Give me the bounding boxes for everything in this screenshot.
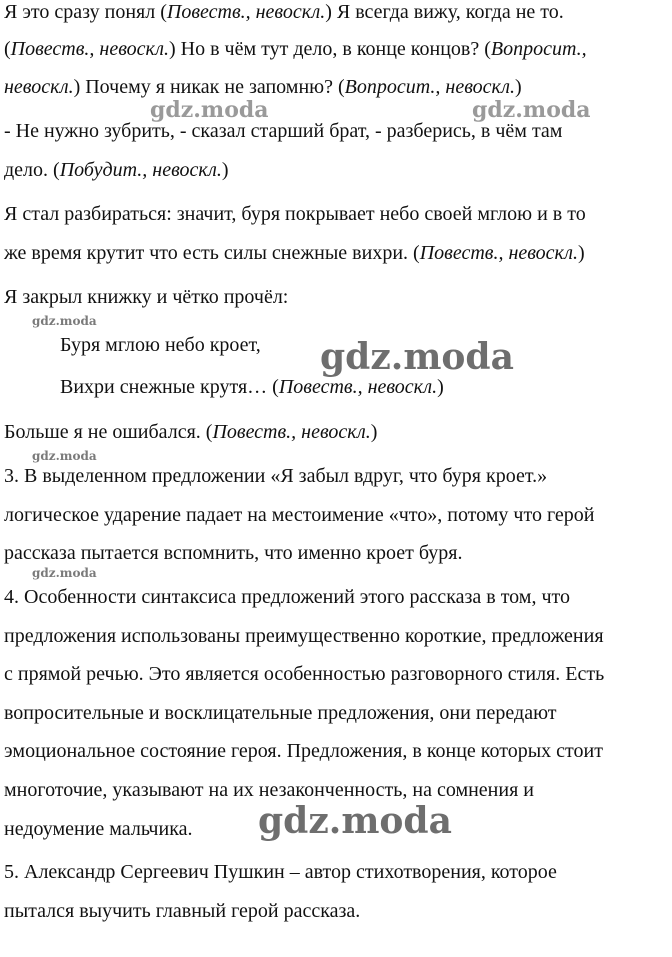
watermark: gdz.moda xyxy=(258,800,452,842)
text-segment: 4. Особенности синтаксиса предложений этого рассказа в том, что xyxy=(4,586,570,608)
text-line-5 xyxy=(4,158,229,182)
text-segment: - Не нужно зубрить, - сказал старший брат, - разберись, в чём там xyxy=(4,120,563,142)
text-segment: ( xyxy=(4,38,11,60)
text-segment: ) Но в чём тут дело, в конце концов? ( xyxy=(168,38,491,60)
text-segment: ) Я всегда вижу, когда не то. xyxy=(325,1,564,23)
text-line-3 xyxy=(4,75,522,99)
answer-3-line-2 xyxy=(4,503,595,527)
text-segment: ) Почему я никак не запомню? ( xyxy=(73,76,345,98)
text-segment: ) xyxy=(437,376,444,398)
answer-4-line-4 xyxy=(4,701,557,725)
watermark: gdz.moda xyxy=(320,336,514,378)
watermark: gdz.moda xyxy=(32,566,97,580)
text-segment: Буря мглою небо кроет, xyxy=(60,334,261,356)
text-segment: ) xyxy=(514,76,522,98)
answer-4-line-7 xyxy=(4,817,193,841)
sentence-type-note: Повеств., невоскл. xyxy=(166,1,326,23)
text-segment: пытался выучить главный герой рассказа. xyxy=(4,900,361,922)
text-segment: дело. ( xyxy=(4,159,60,181)
answer-4-line-2 xyxy=(4,624,604,648)
sentence-type-note: Вопросит., xyxy=(490,38,587,60)
text-segment: многоточие, указывают на их незаконченность, на сомнения и xyxy=(4,779,534,801)
answer-4-line-1 xyxy=(4,585,570,609)
text-segment: предложения использованы преимущественно короткие, предложения xyxy=(4,625,604,647)
watermark: gdz.moda xyxy=(32,449,97,463)
answer-4-line-6 xyxy=(4,778,534,802)
text-line-2 xyxy=(4,37,587,61)
text-segment: Больше я не ошибался. ( xyxy=(4,421,213,443)
text-segment: эмоциональное состояние героя. Предложения, в конце которых стоит xyxy=(4,740,603,762)
sentence-type-note: Повеств., невоскл. xyxy=(212,421,371,443)
sentence-type-note: Побудит., невоскл. xyxy=(59,159,222,181)
sentence-type-note: Вопросит., невоскл. xyxy=(344,76,515,98)
sentence-type-note: невоскл. xyxy=(4,76,74,98)
poem-line-2 xyxy=(60,375,444,399)
text-segment: вопросительные и восклицательные предложения, они передают xyxy=(4,702,557,724)
answer-5-line-2 xyxy=(4,899,360,923)
sentence-type-note: Повеств., невоскл. xyxy=(419,242,579,264)
text-segment: недоумение мальчика. xyxy=(4,818,193,840)
answer-3-line-1 xyxy=(4,464,547,488)
text-segment: Вихри снежные крутя… ( xyxy=(60,376,279,398)
sentence-type-note: Повеств., невоскл. xyxy=(10,38,169,60)
poem-line-1 xyxy=(60,333,261,357)
answer-3-line-3 xyxy=(4,541,462,565)
watermark: gdz.moda xyxy=(472,97,591,123)
text-segment: с прямой речью. Это является особенностью разговорного стиля. Есть xyxy=(4,663,605,685)
text-segment: рассказа пытается вспомнить, что именно кроет буря. xyxy=(4,542,463,564)
answer-4-line-5 xyxy=(4,739,603,763)
text-line-7 xyxy=(4,241,585,265)
answer-5-line-1 xyxy=(4,860,557,884)
watermark: gdz.moda xyxy=(32,314,97,328)
text-segment: ) xyxy=(221,159,229,181)
text-segment: логическое ударение падает на местоимение «что», потому что герой xyxy=(4,504,595,526)
text-line-11 xyxy=(4,420,377,444)
answer-4-line-3 xyxy=(4,662,604,686)
text-line-6 xyxy=(4,202,586,226)
text-segment: Я это сразу понял ( xyxy=(4,1,167,23)
text-segment: Я стал разбираться: значит, буря покрывает небо своей мглою и в то xyxy=(4,203,586,225)
text-segment: же время крутит что есть силы снежные вихри. ( xyxy=(4,242,420,264)
watermark: gdz.moda xyxy=(150,97,269,123)
text-segment: 3. В выделенном предложении «Я забыл вдруг, что буря кроет.» xyxy=(4,465,548,487)
text-segment: 5. Александр Сергеевич Пушкин – автор стихотворения, которое xyxy=(4,861,557,883)
text-line-8 xyxy=(4,285,288,309)
text-segment: Я закрыл книжку и чётко прочёл: xyxy=(4,286,289,308)
text-segment: ) xyxy=(370,421,378,443)
text-segment: ) xyxy=(578,242,585,264)
text-line-1 xyxy=(4,0,564,24)
sentence-type-note: Повеств., невоскл. xyxy=(278,376,438,398)
